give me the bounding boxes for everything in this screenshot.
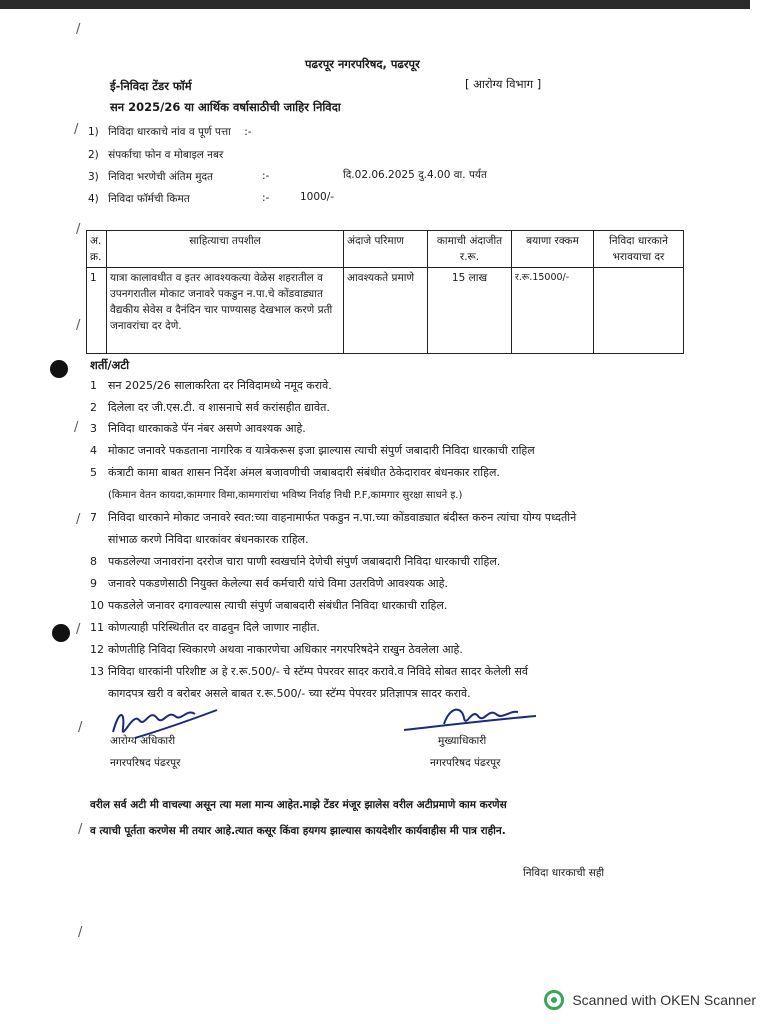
condition-text: निविदा धारकाने मोकाट जनावरे स्वत:च्या वाहनामार्फत पकडुन न.पा.च्या कोंडवाड्यात बंदीस्त करुन त्यांचा योग्य पध्दतीने: [108, 511, 577, 524]
header-deposit: बयाणा रक्कम: [512, 231, 594, 268]
condition-item: [90, 598, 447, 613]
condition-item: [90, 510, 576, 525]
margin-mark: /: [78, 822, 83, 837]
table-row: [87, 268, 684, 354]
condition-item: [90, 576, 448, 591]
condition-number: 11: [90, 621, 104, 634]
cell-deposit: र.रू.15000/-: [512, 268, 594, 354]
form-title: ई-निविदा टेंडर फॉर्म: [110, 79, 192, 93]
margin-mark: /: [78, 720, 83, 735]
condition-text: सांभाळ करणे निविदा धारकांवर बंधनकारक राहिल.: [108, 533, 309, 546]
cell-quantity: आवश्यकते प्रमाणे: [344, 268, 428, 354]
condition-text: मोकाट जनावरे पकडताना नागरिक व यात्रेकरूस इजा झाल्यास त्याची संपुर्ण जबादारी निविदा धारकाची राहिल: [108, 444, 535, 457]
condition-number: 2: [90, 401, 97, 414]
margin-mark: /: [76, 318, 81, 333]
condition-item: [90, 443, 535, 458]
margin-mark: /: [76, 222, 81, 237]
condition-text: (किमान वेतन कायदा,कामगार विमा,कामगारांचा भविष्य निर्वाह निधी P.F,कामगार सुरक्षा साधने इ.): [108, 490, 463, 501]
punch-hole: [52, 624, 70, 642]
cell-estimate: 15 लाख: [428, 268, 512, 354]
field-label: निविदा फॉर्मची किमत: [108, 193, 190, 205]
field-1: [88, 125, 252, 139]
scanner-label: Scanned with OKEN Scanner: [572, 992, 756, 1008]
cell-sr: 1: [87, 268, 107, 354]
punch-hole: [50, 360, 68, 378]
margin-mark: /: [78, 925, 83, 940]
margin-mark: /: [74, 122, 79, 137]
deadline-value: दि.02.06.2025 दु.4.00 वा. पर्यत: [343, 169, 487, 181]
bidder-signature-label: निविदा धारकाची सही: [523, 867, 605, 879]
tender-table: [86, 230, 684, 354]
field-4: [88, 192, 190, 206]
margin-mark: /: [74, 420, 79, 435]
field-number: 2): [88, 149, 99, 161]
header-estimate: कामाची अंदाजीत र.रू.: [428, 231, 512, 268]
condition-text: कागदपत्र खरी व बरोबर असले बाबत र.रू.500/- च्या स्टॅम्प पेपरवर प्रतिज्ञापत्र सादर करावे.: [108, 687, 471, 700]
header-rate: निविदा धारकाने भरावयाचा दर: [594, 231, 684, 268]
right-signatory-office: नगरपरिषद पंढरपूर: [430, 757, 501, 769]
notice-title: सन 2025/26 या आर्थिक वर्षासाठीची जाहिर निविदा: [110, 100, 341, 114]
header-quantity: अंदाजे परिमाण: [344, 231, 428, 268]
margin-mark: /: [76, 22, 81, 37]
declaration-line: वरील सर्व अटी मी वाचल्या असून त्या मला मान्य आहेत.माझे टेंडर मंजूर झालेस वरील अटीप्रमाणे काम करणेस: [90, 799, 507, 811]
condition-number: 12: [90, 643, 104, 656]
condition-item: [90, 400, 330, 415]
field-label: निविदा धारकाचे नांव व पूर्ण पत्ता: [108, 126, 231, 138]
condition-item: [90, 421, 306, 436]
condition-number: 10: [90, 599, 104, 612]
condition-item: [90, 554, 500, 569]
condition-number: 7: [90, 511, 97, 524]
condition-item: [90, 378, 332, 393]
field-number: 1): [88, 126, 99, 138]
council-name: पढरपूर नगरपरिषद, पढरपूर: [305, 57, 420, 71]
condition-text: पकडलेल्या जनावरांना दररोज चारा पाणी स्वखर्चाने देणेची संपुर्ण जबाबदारी निविदा धारकाची राहिल.: [108, 555, 501, 568]
header-sr: अ. क्र.: [87, 231, 107, 268]
field-label: निविदा भरणेची अंतिम मुदत: [108, 171, 214, 183]
condition-item: [90, 686, 471, 701]
margin-mark: /: [76, 622, 81, 637]
field-separator: :-: [244, 126, 252, 138]
cell-details: यात्रा कालावधीत व इतर आवश्यकत्या वेळेस शहरातील व उपनगरातील मोकाट जनावरे पकडुन न.पा.चे कोंडवाड्यात वैद्यकीय सेवेस व दैनंदिन चार पाण्यासह देखभाल करणे प्रती जनावरांचा दर देणे.: [107, 268, 344, 354]
conditions-title: शर्ती/अटी: [90, 358, 130, 372]
scan-top-border: [0, 0, 750, 9]
condition-text: कोणतीहि निविदा स्विकारणे अथवा नाकारणेचा अधिकार नगरपरिषदेने राखुन ठेवलेला आहे.: [108, 643, 463, 656]
right-signatory-title: मुख्याधिकारी: [438, 735, 487, 747]
margin-mark: /: [76, 512, 81, 527]
condition-text: निविदा धारकाकडे पॅन नंबर असणे आवश्यक आहे.: [108, 422, 306, 435]
cell-rate: [594, 268, 684, 354]
left-signatory-title: आरोग्य अधिकारी: [110, 735, 176, 747]
condition-number: 3: [90, 422, 97, 435]
condition-text: दिलेला दर जी.एस.टी. व शासनाचे सर्व करांसहीत द्यावेत.: [108, 401, 330, 414]
condition-number: 5: [90, 466, 97, 479]
condition-text: पकडलेले जनावर दगावल्यास त्याची संपुर्ण जबाबदारी संबंधीत निविदा धारकाची राहिल.: [108, 599, 448, 612]
left-signatory-office: नगरपरिषद पंढरपूर: [110, 757, 181, 769]
condition-text: सन 2025/26 सालाकरिता दर निविदामध्ये नमूद करावे.: [108, 379, 332, 392]
condition-number: 1: [90, 379, 97, 392]
declaration-line: व त्याची पूर्तता करणेस मी तयार आहे.त्यात कसूर किंवा हयगय झाल्यास कायदेशीर कार्यवाहीस मी पात्र राहीन.: [90, 825, 506, 837]
field-separator: :-: [262, 170, 270, 182]
header-details: साहित्याचा तपशील: [107, 231, 344, 268]
condition-item: [90, 664, 528, 679]
condition-number: 8: [90, 555, 97, 568]
condition-item: [90, 487, 462, 501]
field-number: 4): [88, 193, 99, 205]
condition-text: कंत्राटी कामा बाबत शासन निर्देश अंमल बजावणीची जबाबदारी संबंधीत ठेकेदारावर बंधनकार राहिल.: [108, 466, 500, 479]
form-price-value: 1000/-: [300, 191, 335, 203]
condition-number: 9: [90, 577, 97, 590]
field-label: संपर्काचा फोन व मोबाइल नबर: [108, 149, 224, 161]
condition-number: 13: [90, 665, 104, 678]
table-header-row: [87, 231, 684, 268]
department-label: [ आरोग्य विभाग ]: [465, 77, 542, 91]
field-3: [88, 170, 213, 184]
condition-text: जनावरे पकडणेसाठी नियुक्त केलेल्या सर्व कर्मचारी यांचे विमा उतरविणे आवश्यक आहे.: [108, 577, 448, 590]
scanner-logo-icon: [544, 990, 564, 1010]
scanner-watermark: [544, 990, 756, 1010]
field-separator: :-: [262, 192, 270, 204]
condition-item: [90, 465, 500, 480]
condition-number: 4: [90, 444, 97, 457]
condition-text: कोणत्याही परिस्थितीत दर वाढवुन दिले जाणार नाहीत.: [108, 621, 320, 634]
condition-item: [90, 532, 309, 547]
field-number: 3): [88, 171, 99, 183]
condition-item: [90, 620, 320, 635]
field-2: [88, 148, 223, 162]
condition-text: निविदा धारकांनी परिशीष्ट अ हे र.रू.500/- चे स्टॅम्प पेपरवर सादर करावे.व निविदे सोबत सादर केलेली सर्व: [108, 665, 529, 678]
condition-item: [90, 642, 463, 657]
